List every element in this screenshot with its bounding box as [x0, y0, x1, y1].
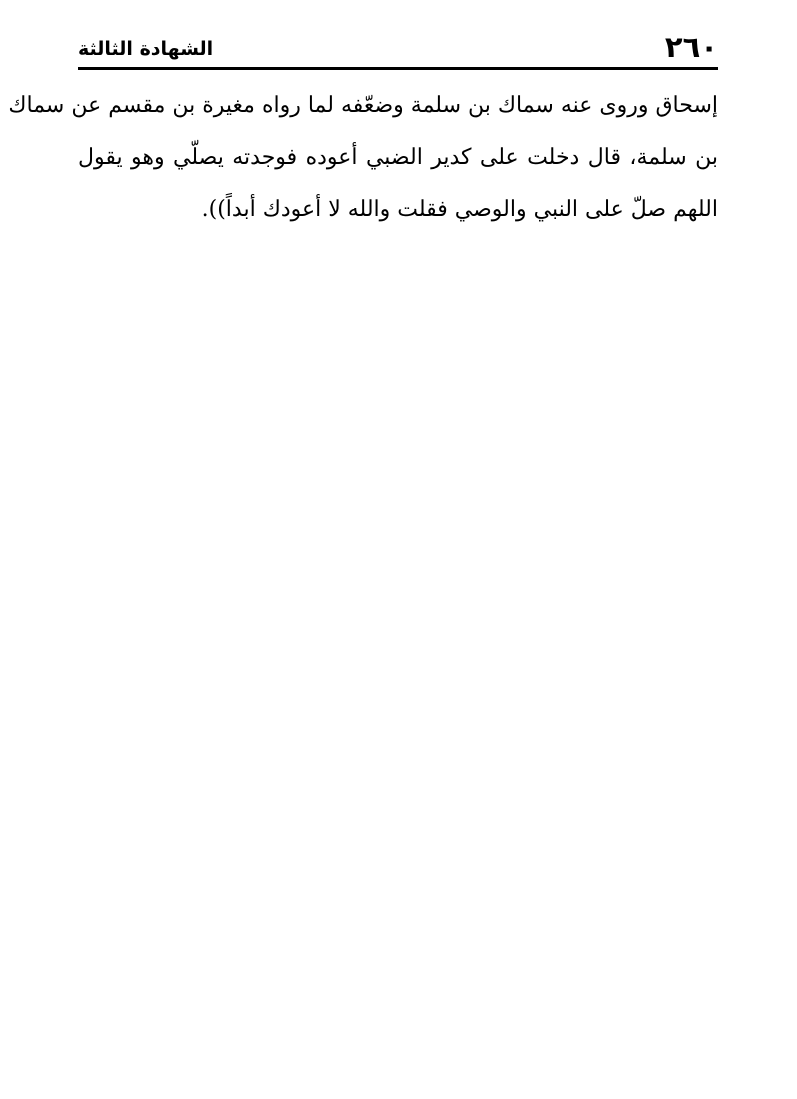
body-paragraph: [8, 80, 718, 236]
page-header: [78, 28, 718, 66]
running-title: الشهادة الثالثة: [78, 38, 214, 60]
page-number: ٢٦٠: [664, 30, 718, 64]
text-line: اللهم صلّ على النبي والوصي فقلت والله لا أعودك أبداً)).: [201, 197, 718, 222]
text-line: بن سلمة، قال دخلت على كدير الضبي أعوده فوجدته يصلّي وهو يقول: [78, 145, 718, 170]
text-line: إسحاق وروى عنه سماك بن سلمة وضعّفه لما رواه مغيرة بن مقسم عن سماك: [8, 93, 718, 118]
header-rule: [78, 67, 718, 70]
